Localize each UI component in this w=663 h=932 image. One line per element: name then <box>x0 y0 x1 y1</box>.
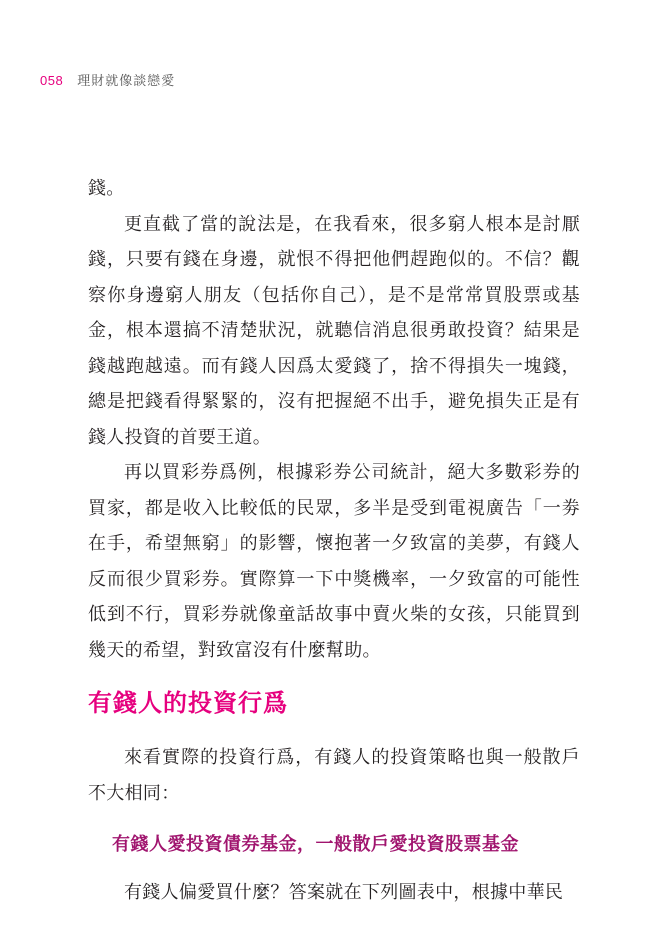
page-number: 058 <box>40 73 64 88</box>
running-title: 理財就像談戀愛 <box>77 73 176 88</box>
body-paragraph-investment-behavior: 來看實際的投資行爲，有錢人的投資策略也與一般散戶不大相同： <box>88 747 580 804</box>
page-header <box>40 72 175 90</box>
page-body <box>88 171 580 911</box>
body-paragraph-lottery: 再以買彩券爲例，根據彩券公司統計，絕大多數彩券的買家，都是收入比較低的民眾，多半是受到電視廣告「一劵在手，希望無窮」的影響，懷抱著一夕致富的美夢，有錢人反而很少買彩券。實際算一下中獎機率，一夕致富的可能性低到不行，買彩券就像童話故事中賣火柴的女孩，只能買到幾天的希望，對致富沒有什麼幫助。 <box>88 462 580 661</box>
section-heading: 有錢人的投資行爲 <box>88 689 288 717</box>
body-paragraph-continuation: 錢。 <box>88 178 125 199</box>
sub-heading: 有錢人愛投資債券基金，一般散戶愛投資股票基金 <box>112 834 519 855</box>
body-paragraph-preference: 有錢人偏愛買什麼？答案就在下列圖表中，根據中華民 <box>124 882 564 903</box>
body-paragraph-poor-hate-money: 更直截了當的說法是，在我看來，很多窮人根本是討厭錢，只要有錢在身邊，就恨不得把他們趕跑似的。不信？觀察你身邊窮人朋友（包括你自己），是不是常常買股票或基金，根本還搞不清楚狀況，就聽信消息很勇敢投資？結果是錢越跑越遠。而有錢人因爲太愛錢了，捨不得損失一塊錢，總是把錢看得緊緊的，沒有把握絕不出手，避免損失正是有錢人投資的首要王道。 <box>88 213 580 448</box>
